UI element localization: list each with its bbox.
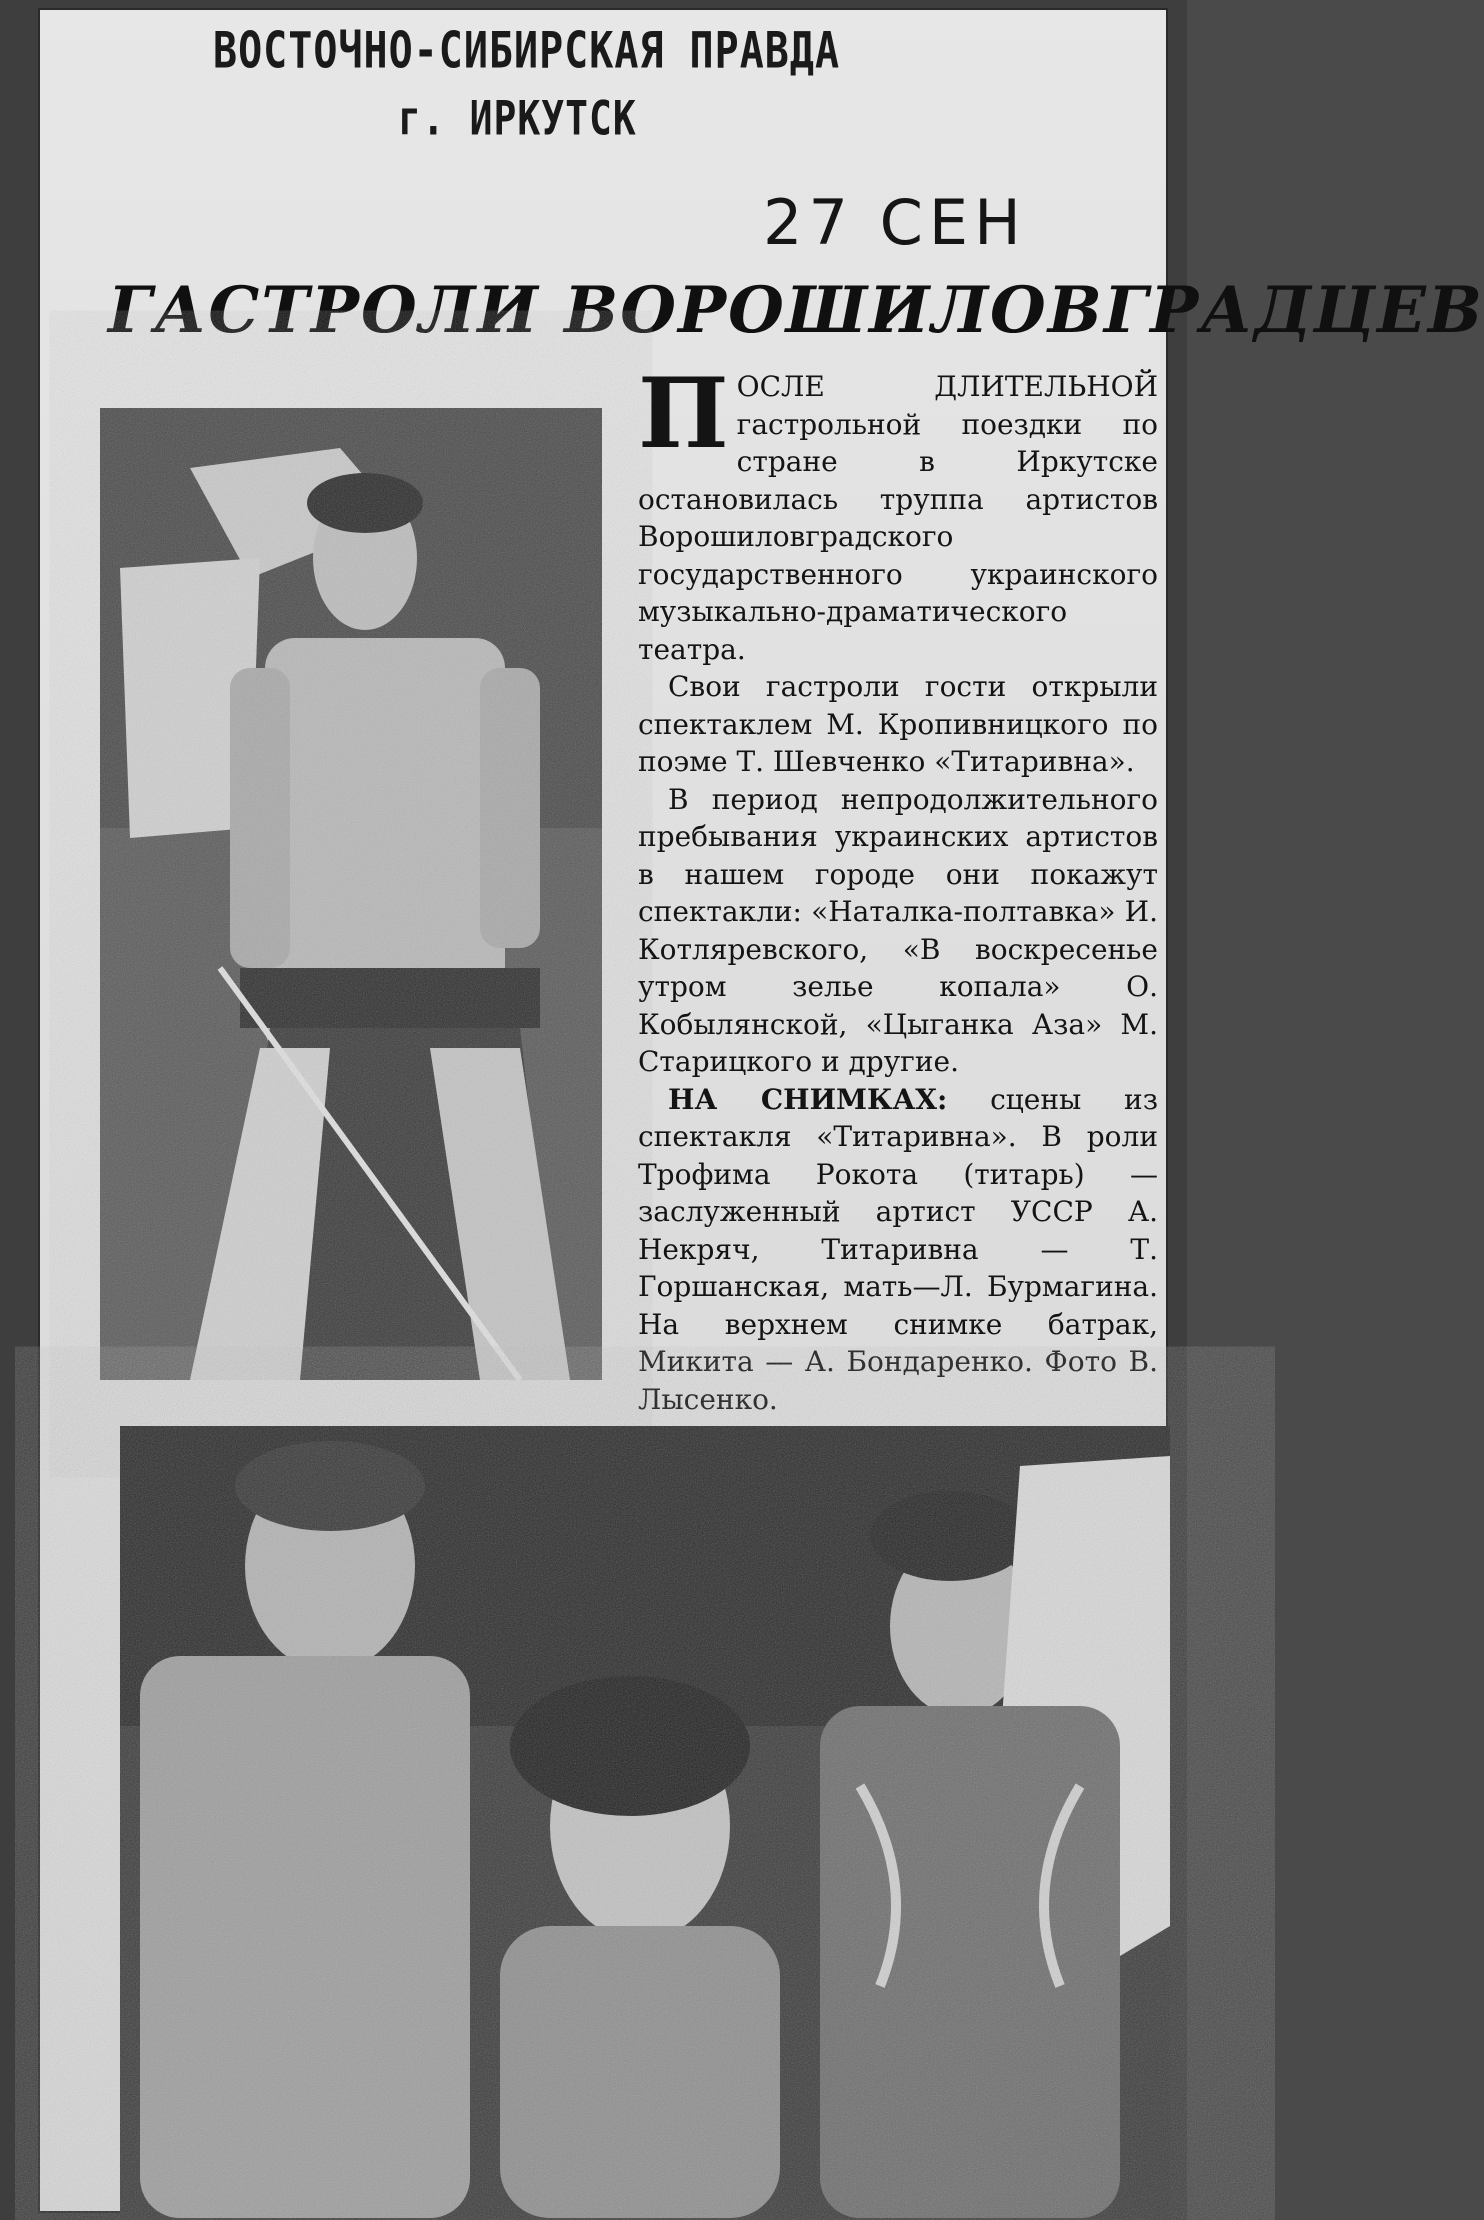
article-paragraph-2: Свои гастроли гости открыли спектаклем М. Кропивницкого по поэме Т. Шевченко «Титаривна». <box>638 670 1158 778</box>
city-stamp: г. ИРКУТСК <box>398 90 637 146</box>
article-paragraph-1 <box>638 357 1158 668</box>
newspaper-stamp: ВОСТОЧНО-СИБИРСКАЯ ПРАВДА <box>213 22 841 80</box>
bottom-photo-image <box>120 1426 1170 2218</box>
handwritten-date: 27 СЕН <box>763 186 1027 259</box>
newspaper-clipping <box>38 8 1484 2213</box>
bottom-photo <box>120 1426 1170 2218</box>
drop-cap: П <box>638 357 729 470</box>
photo-credit: Фото В. Лысенко. <box>638 1345 1159 1416</box>
article-body <box>638 357 1159 1418</box>
top-photo-image <box>100 408 602 1380</box>
article-paragraph-3: В период непродолжительного пребывания украинских артистов в нашем городе они покажут спектакли: «Наталка-полтавка» И. Котляревского, «В воскресенье утром зелье копала» О. Кобылянской, «Цыганка Аза» М. Старицкого и другие. <box>638 782 1158 1078</box>
caption-label: НА СНИМКАХ: <box>668 1082 948 1116</box>
top-photo <box>100 408 602 1380</box>
caption-text: сцены из спектакля «Титаривна». В роли Трофима Рокота (титарь) — заслуженный артист УССР А. Некряч, Титаривна — Т. Горшанская, мать—Л. Бурмагина. На верхнем снимке батрак, Микита — А. Бондаренко. <box>638 1082 1158 1378</box>
paragraph-1-text: ОСЛЕ ДЛИТЕЛЬНОЙ гастрольной поездки по стране в Иркутске остановилась труппа артистов Ворошиловградского государственного украинского музыкально-драматического театра. <box>638 370 1158 666</box>
photo-caption <box>638 1081 1158 1419</box>
article-headline: ГАСТРОЛИ ВОРОШИЛОВГРАДЦЕВ <box>108 273 1484 348</box>
